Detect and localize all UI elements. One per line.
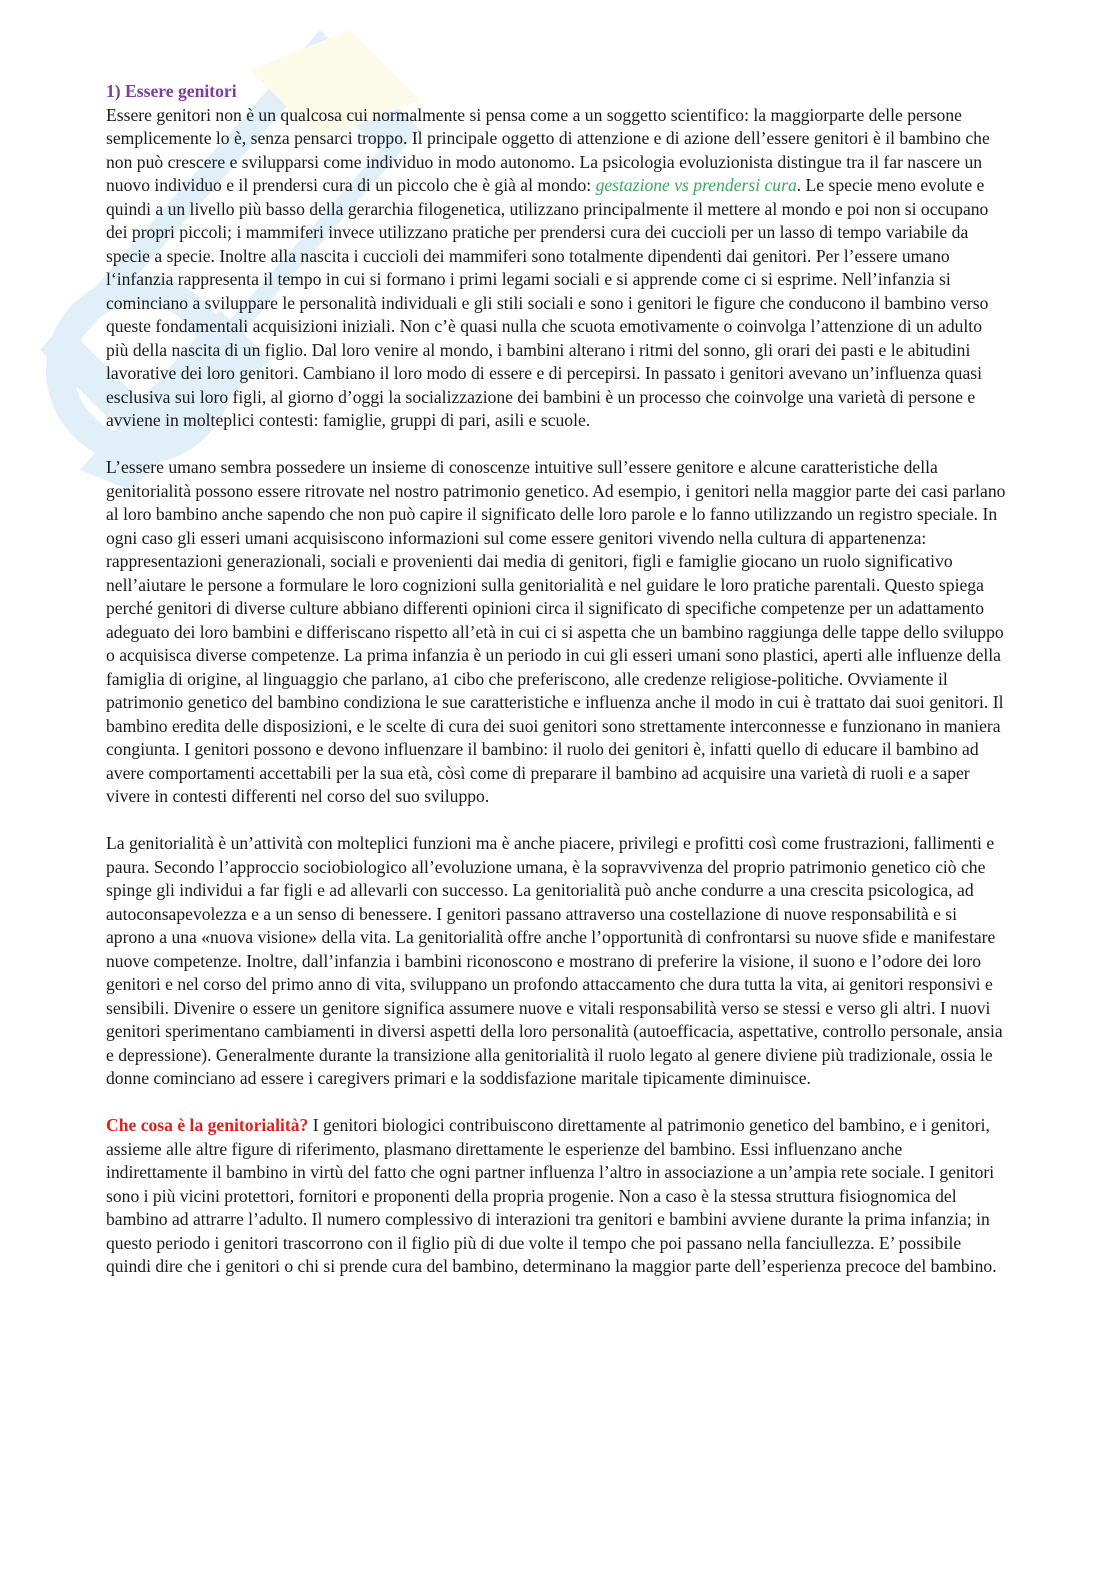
question-lead: Che cosa è la genitorialità? <box>106 1115 309 1135</box>
paragraph-4 <box>106 1114 1006 1279</box>
paragraph-2: L’essere umano sembra possedere un insieme di conoscenze intuitive sull’essere genitore e alcune caratteristiche della genitorialità possono essere ritrovate nel nostro patrimonio genetico. Ad esempio, i genitori nella maggior parte dei casi parlano al loro bambino anche sapendo che non può capire il significato delle loro parole e lo fanno utilizzando un registro speciale. In ogni caso gli esseri umani acquisiscono informazioni sul come essere genitori vivendo nella cultura di appartenenza: rappresentazioni generazionali, sociali e provenienti dai media di genitori, figli e famiglie giocano un ruolo significativo nell’aiutare le persone a formulare le loro cognizioni sulla genitorialità e nel guidare le loro pratiche parentali. Questo spiega perché genitori di diverse culture abbiano differenti opinioni circa il significato di specifiche competenze per un adattamento adeguato dei loro bambini e differiscano rispetto all’età in cui ci si aspetta che un bambino raggiunga delle tappe dello sviluppo o acquisisca diverse competenze. La prima infanzia è un periodo in cui gli esseri umani sono plastici, aperti alle influenze della famiglia di origine, al linguaggio che parlano, a1 cibo che preferiscono, alle credenze religiose-politiche. Ovviamente il patrimonio genetico del bambino condiziona le sue caratteristiche e influenza anche il modo in cui è trattato dai suoi genitori. Il bambino eredita delle disposizioni, e le scelte di cura dei suoi genitori sono strettamente interconnesse e funzionano in maniera congiunta. I genitori possono e devono influenzare il bambino: il ruolo dei genitori è, infatti quello di educare il bambino ad avere comportamenti accettabili per la sua età, còsì come di preparare il bambino ad acquisire una varietà di ruoli e a saper vivere in contesti differenti nel corso del suo sviluppo. <box>106 457 1006 806</box>
document-body <box>106 80 1006 1302</box>
section-heading: 1) Essere genitori <box>106 81 237 101</box>
paragraph-3: La genitorialità è un’attività con molteplici funzioni ma è anche piacere, privilegi e profitti così come frustrazioni, fallimenti e paura. Secondo l’approccio sociobiologico all’evoluzione umana, è la sopravvivenza del proprio patrimonio genetico ciò che spinge gli individui a far figli e ad allevarli con successo. La genitorialità può anche condurre a una crescita psicologica, ad autoconsapevolezza e a un senso di benessere. I genitori passano attraverso una costellazione di nuove responsabilità e si aprono a una «nuova visione» della vita. La genitorialità offre anche l’opportunità di confrontarsi su nuove sfide e manifestare nuove competenze. Inoltre, dall’infanzia i bambini riconoscono e mostrano di preferire la visione, il suono e l’odore dei loro genitori e nel corso del primo anno di vita, sviluppano un profondo attaccamento che dura tutta la vita, ai genitori responsivi e sensibili. Divenire o essere un genitore significa assumere nuove e vitali responsabilità verso se stessi e verso gli altri. I nuovi genitori sperimentano cambiamenti in diversi aspetti della loro personalità (autoefficacia, aspettative, controllo personale, ansia e depressione). Generalmente durante la transizione alla genitorialità il ruolo legato al genere diviene più tradizionale, ossia le donne cominciano ad essere i caregivers primari e la soddisfazione maritale tipicamente diminuisce. <box>106 833 1003 1088</box>
paragraph-1 <box>106 104 1006 433</box>
paragraph-1-text-b: . Le specie meno evolute e quindi a un livello più basso della gerarchia filogenetica, utilizzano principalmente il mettere al mondo e poi non si occupano dei propri piccoli; i mammiferi invece utilizzano pratiche per prendersi cura dei cuccioli per un lasso di tempo variabile da specie a specie. Inoltre alla nascita i cuccioli dei mammiferi sono totalmente dipendenti dai genitori. Per l’essere umano l‘infanzia rappresenta il tempo in cui si formano i primi legami sociali e si apprende come ci si esprime. Nell’infanzia si cominciano a sviluppare le personalità individuali e gli stili sociali e sono i genitori le figure che conducono il bambino verso queste fondamentali acquisizioni iniziali. Non c’è quasi nulla che scuota emotivamente o coinvolga l’attenzione di un adulto più della nascita di un figlio. Dal loro venire al mondo, i bambini alterano i ritmi del sonno, gli orari dei pasti e le abitudini lavorative dei loro genitori. Cambiano il loro modo di essere e di percepirsi. In passato i genitori avevano un’influenza quasi esclusiva sui loro figli, al giorno d’oggi la socializzazione dei bambini è un processo che coinvolge una varietà di persone e avviene in molteplici contesti: famiglie, gruppi di pari, asili e scuole. <box>106 175 989 430</box>
paragraph-4-text: I genitori biologici contribuiscono direttamente al patrimonio genetico del bambino, e i genitori, assieme alle altre figure di riferimento, plasmano direttamente le esperienze del bambino. Essi influenzano anche indirettamente il bambino in virtù del fatto che ogni partner influenza l’altro in associazione a un’ampia rete sociale. I genitori sono i più vicini protettori, fornitori e proponenti della propria progenie. Non a caso è la stessa struttura fisiognomica del bambino ad attrarre l’adulto. Il numero complessivo di interazioni tra genitori e bambini avviene durante la prima infanzia; in questo periodo i genitori trascorrono con il figlio più di due volte il tempo che poi passano nella fanciullezza. E’ possibile quindi dire che i genitori o chi si prende cura del bambino, determinano la maggior parte dell’esperienza precoce del bambino. <box>106 1115 997 1276</box>
paragraph-1-text-a: Essere genitori non è un qualcosa cui normalmente si pensa come a un soggetto scientifico: la maggiorparte delle persone semplicemente lo è, senza pensarci troppo. Il principale oggetto di attenzione e di azione dell’essere genitori è il bambino che non può crescere e svilupparsi come individuo in modo autonomo. La psicologia evoluzionista distingue tra il far nascere un nuovo individuo e il prendersi cura di un piccolo che è già al mondo: <box>106 104 990 195</box>
highlight-phrase: gestazione vs prendersi cura <box>595 175 797 195</box>
